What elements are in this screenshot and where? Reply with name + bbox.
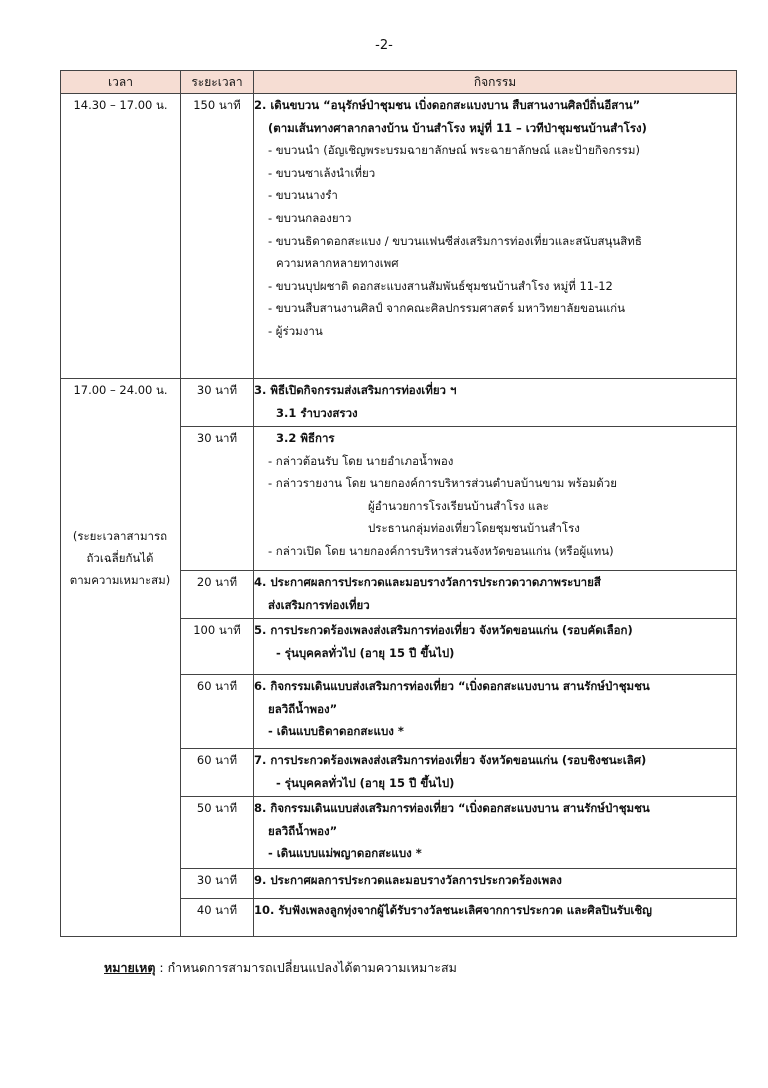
activity-cell bbox=[254, 379, 737, 427]
activity-line: 9. ประกาศผลการประกวดและมอบรางวัลการประกวดร้องเพลง bbox=[254, 873, 562, 887]
activity-line: - กล่าวเปิด โดย นายกองค์การบริหารส่วนจังหวัดขอนแก่น (หรือผู้แทน) bbox=[268, 543, 614, 558]
table-row bbox=[61, 94, 737, 379]
activity-cell bbox=[254, 94, 737, 379]
time-note bbox=[60, 525, 180, 591]
duration-cell: 30 นาที bbox=[181, 427, 254, 571]
activity-line: - ขบวนกลองยาว bbox=[268, 210, 352, 225]
activity-line: - ผู้ร่วมงาน bbox=[268, 323, 323, 338]
activity-line: ส่งเสริมการท่องเที่ยว bbox=[268, 597, 370, 612]
activity-cell bbox=[254, 749, 737, 797]
duration-cell: 30 นาที bbox=[181, 379, 254, 427]
activity-line: 3.1 รำบวงสรวง bbox=[276, 405, 358, 420]
activity-line: - ขบวนซาเล้งนำเที่ยว bbox=[268, 165, 376, 180]
remark-label: หมายเหตุ bbox=[104, 960, 156, 975]
activity-line: 2. เดินขบวน “อนุรักษ์ป่าชุมชน เบิ่งดอกสะแบงบาน สืบสานงานศิลป์ถิ่นอีสาน” bbox=[254, 98, 641, 112]
table-header-row bbox=[61, 71, 737, 94]
header-time: เวลา bbox=[61, 71, 181, 94]
duration-cell: 30 นาที bbox=[181, 869, 254, 899]
activity-cell bbox=[254, 675, 737, 749]
activity-line: 5. การประกวดร้องเพลงส่งเสริมการท่องเที่ยว จังหวัดขอนแก่น (รอบคัดเลือก) bbox=[254, 623, 633, 637]
header-duration: ระยะเวลา bbox=[181, 71, 254, 94]
activity-cell bbox=[254, 869, 737, 899]
activity-line: - ขบวนนางรำ bbox=[268, 188, 338, 203]
duration-cell: 60 นาที bbox=[181, 749, 254, 797]
table-row bbox=[61, 379, 737, 427]
activity-line: 3.2 พิธีการ bbox=[276, 431, 335, 445]
activity-cell bbox=[254, 427, 737, 571]
remark-text: : กำหนดการสามารถเปลี่ยนแปลงได้ตามความเหมาะสม bbox=[155, 960, 457, 975]
activity-line: 4. ประกาศผลการประกวดและมอบรางวัลการประกวดวาดภาพระบายสี bbox=[254, 575, 601, 589]
remark bbox=[104, 958, 457, 978]
activity-line: ยลวิถีน้ำพอง” bbox=[268, 701, 338, 716]
activity-cell bbox=[254, 571, 737, 619]
activity-line: ยลวิถีน้ำพอง” bbox=[268, 823, 338, 838]
activity-line: - เดินแบบแม่พญาดอกสะแบง * bbox=[268, 846, 422, 861]
activity-line: - ขบวนสืบสานงานศิลป์ จากคณะศิลปกรรมศาสตร์ มหาวิทยาลัยขอนแก่น bbox=[268, 301, 625, 316]
duration-cell: 100 นาที bbox=[181, 619, 254, 675]
activity-line: - ขบวนธิดาดอกสะแบง / ขบวนแฟนซีส่งเสริมการท่องเที่ยวและสนับสนุนสิทธิ bbox=[268, 233, 642, 248]
activity-line: - ขบวนนำ (อัญเชิญพระบรมฉายาลักษณ์ พระฉายาลักษณ์ และป้ายกิจกรรม) bbox=[268, 143, 640, 158]
activity-line: ผู้อำนวยการโรงเรียนบ้านสำโรง และ bbox=[368, 498, 549, 513]
activity-line: - กล่าวต้อนรับ โดย นายอำเภอน้ำพอง bbox=[268, 453, 454, 468]
activity-line: ความหลากหลายทางเพศ bbox=[276, 256, 399, 271]
time-cell: 17.00 – 24.00 น. bbox=[61, 379, 181, 937]
activity-line: 3. พิธีเปิดกิจกรรมส่งเสริมการท่องเที่ยว ฯ bbox=[254, 383, 457, 397]
activity-line: ประธานกลุ่มท่องเที่ยวโดยชุมชนบ้านสำโรง bbox=[368, 521, 580, 536]
duration-cell: 20 นาที bbox=[181, 571, 254, 619]
duration-cell: 150 นาที bbox=[181, 94, 254, 379]
activity-line: - ขบวนบุปผชาติ ดอกสะแบงสานสัมพันธ์ชุมชนบ้านสำโรง หมู่ที่ 11-12 bbox=[268, 278, 613, 293]
activity-line: 6. กิจกรรมเดินแบบส่งเสริมการท่องเที่ยว “เบิ่งดอกสะแบงบาน สานรักษ์ป่าชุมชน bbox=[254, 679, 650, 693]
activity-cell bbox=[254, 619, 737, 675]
schedule-table bbox=[60, 70, 737, 937]
header-activity: กิจกรรม bbox=[254, 71, 737, 94]
activity-cell bbox=[254, 797, 737, 869]
duration-cell: 60 นาที bbox=[181, 675, 254, 749]
activity-line: (ตามเส้นทางศาลากลางบ้าน บ้านสำโรง หมู่ที่ 11 – เวทีป่าชุมชนบ้านสำโรง) bbox=[268, 120, 647, 135]
activity-line: - รุ่นบุคคลทั่วไป (อายุ 15 ปี ขึ้นไป) bbox=[276, 775, 455, 790]
activity-line: - เดินแบบธิดาดอกสะแบง * bbox=[268, 724, 404, 739]
activity-line: 10. รับฟังเพลงลูกทุ่งจากผู้ได้รับรางวัลชนะเลิศจากการประกวด และศิลปินรับเชิญ bbox=[254, 903, 652, 917]
activity-line: - กล่าวรายงาน โดย นายกองค์การบริหารส่วนตำบลบ้านขาม พร้อมด้วย bbox=[268, 476, 617, 491]
activity-line: 7. การประกวดร้องเพลงส่งเสริมการท่องเที่ยว จังหวัดขอนแก่น (รอบชิงชนะเลิศ) bbox=[254, 753, 647, 767]
time-cell: 14.30 – 17.00 น. bbox=[61, 94, 181, 379]
page-number: -2- bbox=[375, 38, 393, 53]
time-note-line: (ระยะเวลาสามารถ bbox=[72, 529, 168, 543]
activity-cell bbox=[254, 899, 737, 937]
activity-line: 8. กิจกรรมเดินแบบส่งเสริมการท่องเที่ยว “เบิ่งดอกสะแบงบาน สานรักษ์ป่าชุมชน bbox=[254, 801, 650, 815]
time-note-line: ถัวเฉลี่ยกันได้ bbox=[86, 551, 154, 565]
time-note-line: ตามความเหมาะสม) bbox=[69, 573, 171, 587]
activity-line: - รุ่นบุคคลทั่วไป (อายุ 15 ปี ขึ้นไป) bbox=[276, 645, 455, 660]
duration-cell: 50 นาที bbox=[181, 797, 254, 869]
duration-cell: 40 นาที bbox=[181, 899, 254, 937]
